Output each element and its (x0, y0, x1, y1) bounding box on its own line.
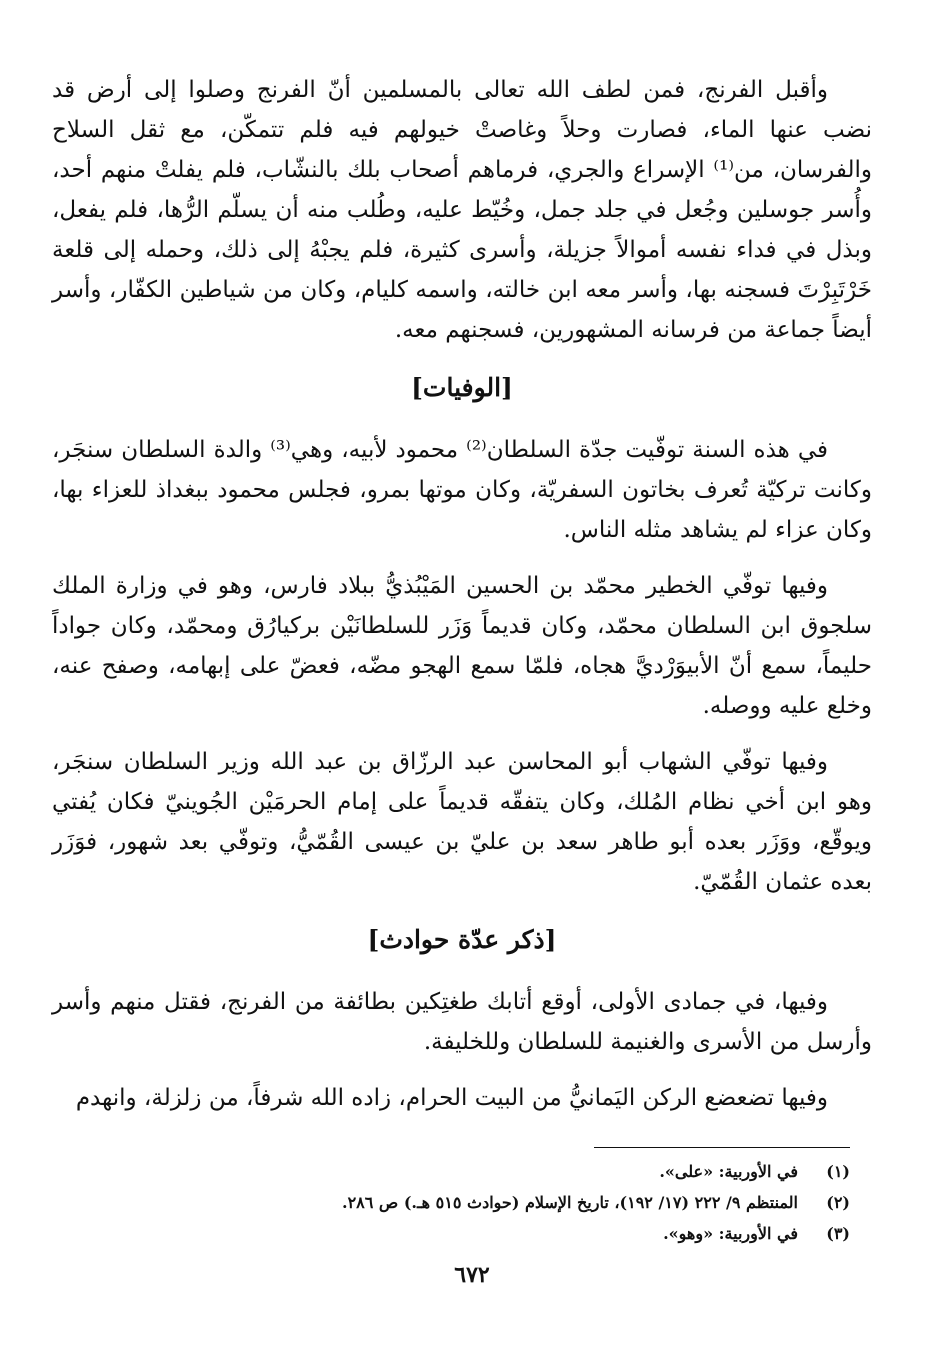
footnote-number: (١) (826, 1162, 850, 1181)
footnote-item (210, 1218, 850, 1249)
page-number: ٦٧٢ (454, 1262, 490, 1288)
paragraph-event-tughtekin: وفيها، في جمادى الأولى، أوقع أتابك طغتِكين بطائفة من الفرنج، فقتل منهم وأسر وأرسل من الأسرى والغنيمة للسلطان وللخليفة. (52, 989, 872, 1055)
section-heading-events: [ذكر عدّة حوادث] (367, 925, 557, 954)
footnotes (210, 1156, 850, 1249)
footnote-separator (594, 1147, 850, 1148)
paragraph-death-grandmother: في هذه السنة توفّيت جدّة السلطان⁽²⁾ محمود لأبيه، وهي⁽³⁾ والدة السلطان سنجَر، وكانت تركيّة تُعرف بخاتون السفريّة، وكان موتها بمرو، فجلس محمود ببغداذ للعزاء بها، وكان عزاء لم يشاهد مثله الناس. (52, 437, 872, 543)
footnote-text: المنتظم ٩/ ٢٢٢ (١٧/ ١٩٢)، تاريخ الإسلام (حوادث ٥١٥ هـ.) ص ٢٨٦. (341, 1193, 798, 1212)
footnote-number: (٣) (826, 1224, 850, 1243)
paragraph-death-shihab: وفيها توفّي الشهاب أبو المحاسن عبد الرزّاق بن عبد الله وزير السلطان سنجَر، وهو ابن أخي نظام المُلك، وكان يتفقّه قديماً على إمام الحرمَيْن الجُوينيّ فكان يُفتي ويوقّع، ووَزَر بعده أبو طاهر سعد بن عليّ بن عيسى القُمّيُّ، وتوفّي بعد شهور، فوَزَر بعده عثمان القُمّيّ. (52, 749, 872, 895)
paragraph-death-khatir: وفيها توفّي الخطير محمّد بن الحسين المَيْبُذيُّ ببلاد فارس، وهو في وزارة الملك سلجوق ابن السلطان محمّد، وكان قديماً وَزَر للسلطانَيْن بركيارُق ومحمّد، وكان جواداً حليماً، سمع أنّ الأبيوَرْديَّ هجاه، فلمّا سمع الهجو مضّه، فعضّ على إبهامه، وصفح عنه، وخلع عليه ووصله. (52, 573, 872, 719)
paragraph-battle: وأقبل الفرنج، فمن لطف الله تعالى بالمسلمين أنّ الفرنج وصلوا إلى أرض قد نضب عنها الماء، فصارت وحلاً وغاصتْ خيولهم فيه فلم تتمكّن، مع ثقل السلاح والفرسان، من⁽¹⁾ الإسراع والجري، فرماهم أصحاب بلك بالنشّاب، فلم يفلتْ منهم أحد، وأُسر جوسلين وجُعل في جلد جمل، وخُيّط عليه، وطُلب منه أن يسلّم الرُّها، فلم يفعل، وبذل في فداء نفسه أموالاً جزيلة، وأسرى كثيرة، فلم يجبْهُ إلى ذلك، وحمله إلى قلعة خَرْتَبِرْتَ فسجنه بها، وأسر معه ابن خالته، واسمه كليام، وكان من شياطين الكفّار، وأسر أيضاً جماعة من فرسانه المشهورين، فسجنهم معه. (52, 77, 873, 343)
footnote-text: في الأوربية: «وهو». (663, 1224, 798, 1243)
footnote-item (210, 1156, 850, 1187)
footnote-item (210, 1187, 850, 1218)
footnote-text: في الأوربية: «على». (659, 1162, 798, 1181)
section-heading-deaths: [الوفيات] (411, 373, 513, 402)
footnote-number: (٢) (826, 1193, 850, 1212)
paragraph-event-yamani-corner: وفيها تضعضع الركن اليَمانيُّ من البيت الحرام، زاده الله شرفاً، من زلزلة، وانهدم (75, 1085, 828, 1111)
page-body (52, 70, 872, 1118)
